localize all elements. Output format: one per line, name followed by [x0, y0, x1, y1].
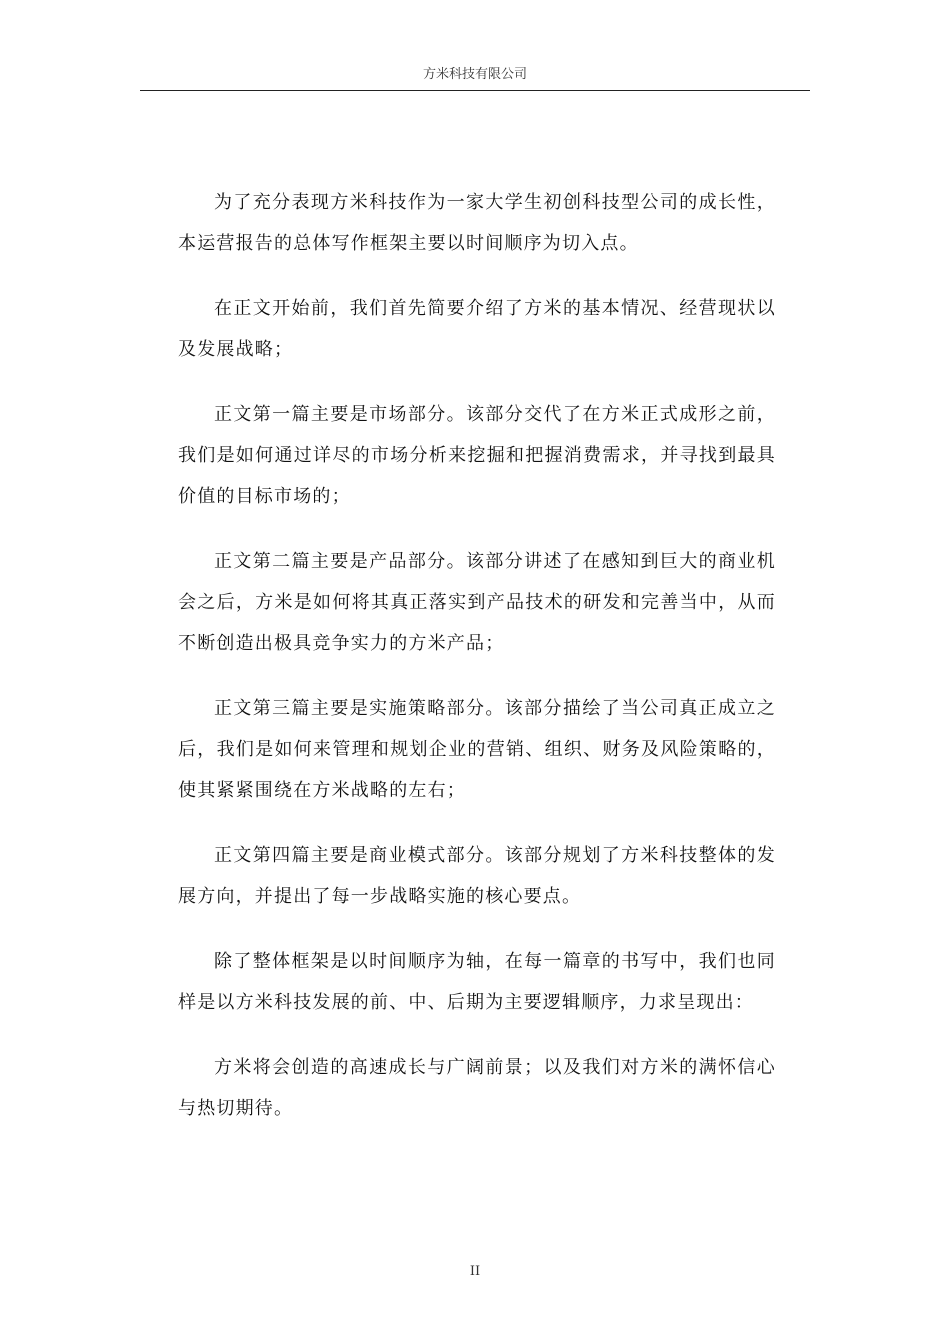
page-header [140, 66, 810, 91]
document-body [178, 182, 776, 1153]
paragraph-part-two: 正文第二篇主要是产品部分。该部分讲述了在感知到巨大的商业机会之后，方米是如何将其真正落实到产品技术的研发和完善当中，从而不断创造出极具竞争实力的方米产品； [178, 551, 776, 654]
page-footer [0, 1264, 950, 1279]
paragraph-part-one: 正文第一篇主要是市场部分。该部分交代了在方米正式成形之前，我们是如何通过详尽的市场分析来挖掘和把握消费需求，并寻找到最具价值的目标市场的； [178, 404, 776, 507]
paragraph-preface: 在正文开始前，我们首先简要介绍了方米的基本情况、经营现状以及发展战略； [178, 298, 776, 360]
header-company-name: 方米科技有限公司 [422, 67, 527, 82]
paragraph-intro: 为了充分表现方米科技作为一家大学生初创科技型公司的成长性，本运营报告的总体写作框架主要以时间顺序为切入点。 [178, 192, 776, 254]
paragraph-logic-order: 除了整体框架是以时间顺序为轴，在每一篇章的书写中，我们也同样是以方米科技发展的前、中、后期为主要逻辑顺序，力求呈现出： [178, 951, 776, 1013]
page-number: II [469, 1264, 481, 1279]
paragraph-part-three: 正文第三篇主要是实施策略部分。该部分描绘了当公司真正成立之后，我们是如何来管理和规划企业的营销、组织、财务及风险策略的，使其紧紧围绕在方米战略的左右； [178, 698, 776, 801]
paragraph-conclusion: 方米将会创造的高速成长与广阔前景；以及我们对方米的满怀信心与热切期待。 [178, 1057, 776, 1119]
paragraph-part-four: 正文第四篇主要是商业模式部分。该部分规划了方米科技整体的发展方向，并提出了每一步战略实施的核心要点。 [178, 845, 776, 907]
